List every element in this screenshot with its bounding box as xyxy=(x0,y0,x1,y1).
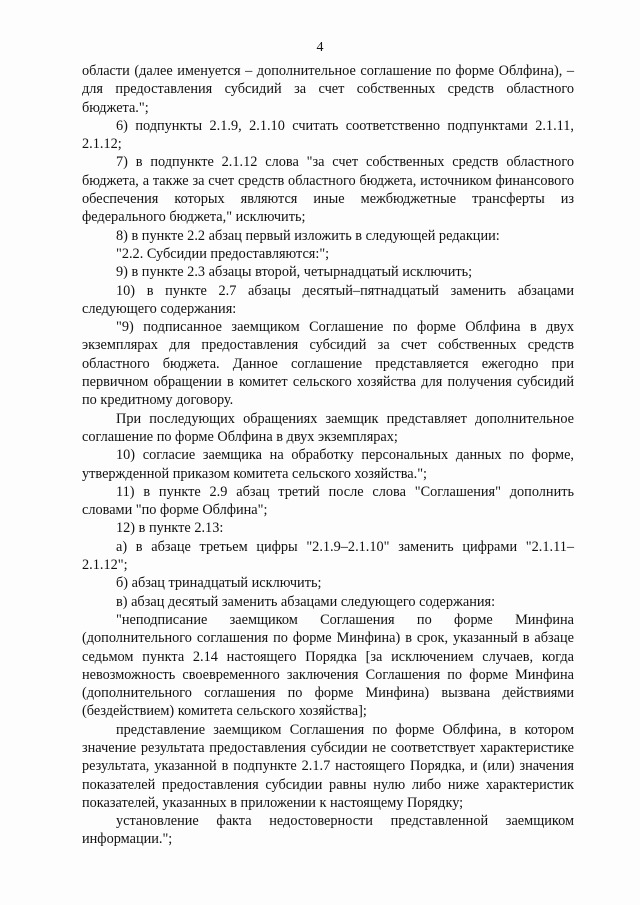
paragraph-subitem-a: а) в абзаце третьем цифры "2.1.9–2.1.10" заменить цифрами "2.1.11–2.1.12"; xyxy=(82,538,574,574)
paragraph-item-6: 6) подпункты 2.1.9, 2.1.10 считать соответственно подпунктами 2.1.11, 2.1.12; xyxy=(82,117,574,153)
paragraph-subitem-v: в) абзац десятый заменить абзацами следующего содержания: xyxy=(116,593,496,610)
paragraph-subitem-b: б) абзац тринадцатый исключить; xyxy=(116,575,322,592)
paragraph-item-12: 12) в пункте 2.13: xyxy=(116,520,224,537)
paragraph-quote-representation: представление заемщиком Соглашения по форме Облфина, в котором значение результата предоставления субсидии не соответствует характеристике результата, указанной в подпункте 2.1.7 настоящего Порядка, и (или) значения показателей предоставления субсидии равны нулю либо ниже характеристик показателей, указанных в приложении к настоящему Порядку; xyxy=(82,721,574,811)
paragraph-subsequent-appeals: При последующих обращениях заемщик представляет дополнительное соглашение по форме Облфина в двух экземплярах; xyxy=(82,410,574,445)
paragraph-quote-nonsigning: "неподписание заемщиком Соглашения по форме Минфина (дополнительного соглашения по форме Минфина) в срок, указанный в абзаце седьмом пункта 2.14 настоящего Порядка [за исключением случаев, когда невозможность своевременного заключения Соглашения по форме Минфина (дополнительного соглашения по форме Минфина) вызвана действиями (бездействием) комитета сельского хозяйства]; xyxy=(82,611,574,720)
paragraph-quote-10: 10) согласие заемщика на обработку персональных данных по форме, утвержденной приказом комитета сельского хозяйства."; xyxy=(82,447,574,482)
paragraph-item-10: 10) в пункте 2.7 абзацы десятый–пятнадцатый заменить абзацами следующего содержания: xyxy=(82,282,574,317)
paragraph-item-8: 8) в пункте 2.2 абзац первый изложить в следующей редакции: xyxy=(116,227,500,244)
paragraph-item-11: 11) в пункте 2.9 абзац третий после слова "Соглашения" дополнить словами "по форме Облфина"; xyxy=(82,483,574,519)
page-number: 4 xyxy=(316,40,324,55)
paragraph-continuation: области (далее именуется – дополнительное соглашение по форме Облфина), – для предоставления субсидий за счет собственных средств областного бюджета."; xyxy=(82,63,574,116)
paragraph-item-7: 7) в подпункте 2.1.12 слова "за счет собственных средств областного бюджета, а также за счет средств областного бюджета, источником финансового обеспечения которых являются иные межбюджетные трансферты из федерального бюджета," исключить; xyxy=(82,154,574,226)
paragraph-quote-9: "9) подписанное заемщиком Соглашение по форме Облфина в двух экземплярах для предоставления субсидий за счет собственных средств областного бюджета. Данное соглашение представляется ежегодно при первичном обращении в комитет сельского хозяйства для получения субсидий по кредитному договору. xyxy=(82,319,574,409)
paragraph-quote-2-2: "2.2. Субсидии предоставляются:"; xyxy=(116,245,330,262)
document-body xyxy=(82,62,574,849)
paragraph-item-9: 9) в пункте 2.3 абзацы второй, четырнадцатый исключить; xyxy=(116,264,473,281)
paragraph-quote-unreliable-info: установление факта недостоверности представленной заемщиком информации."; xyxy=(82,813,574,848)
